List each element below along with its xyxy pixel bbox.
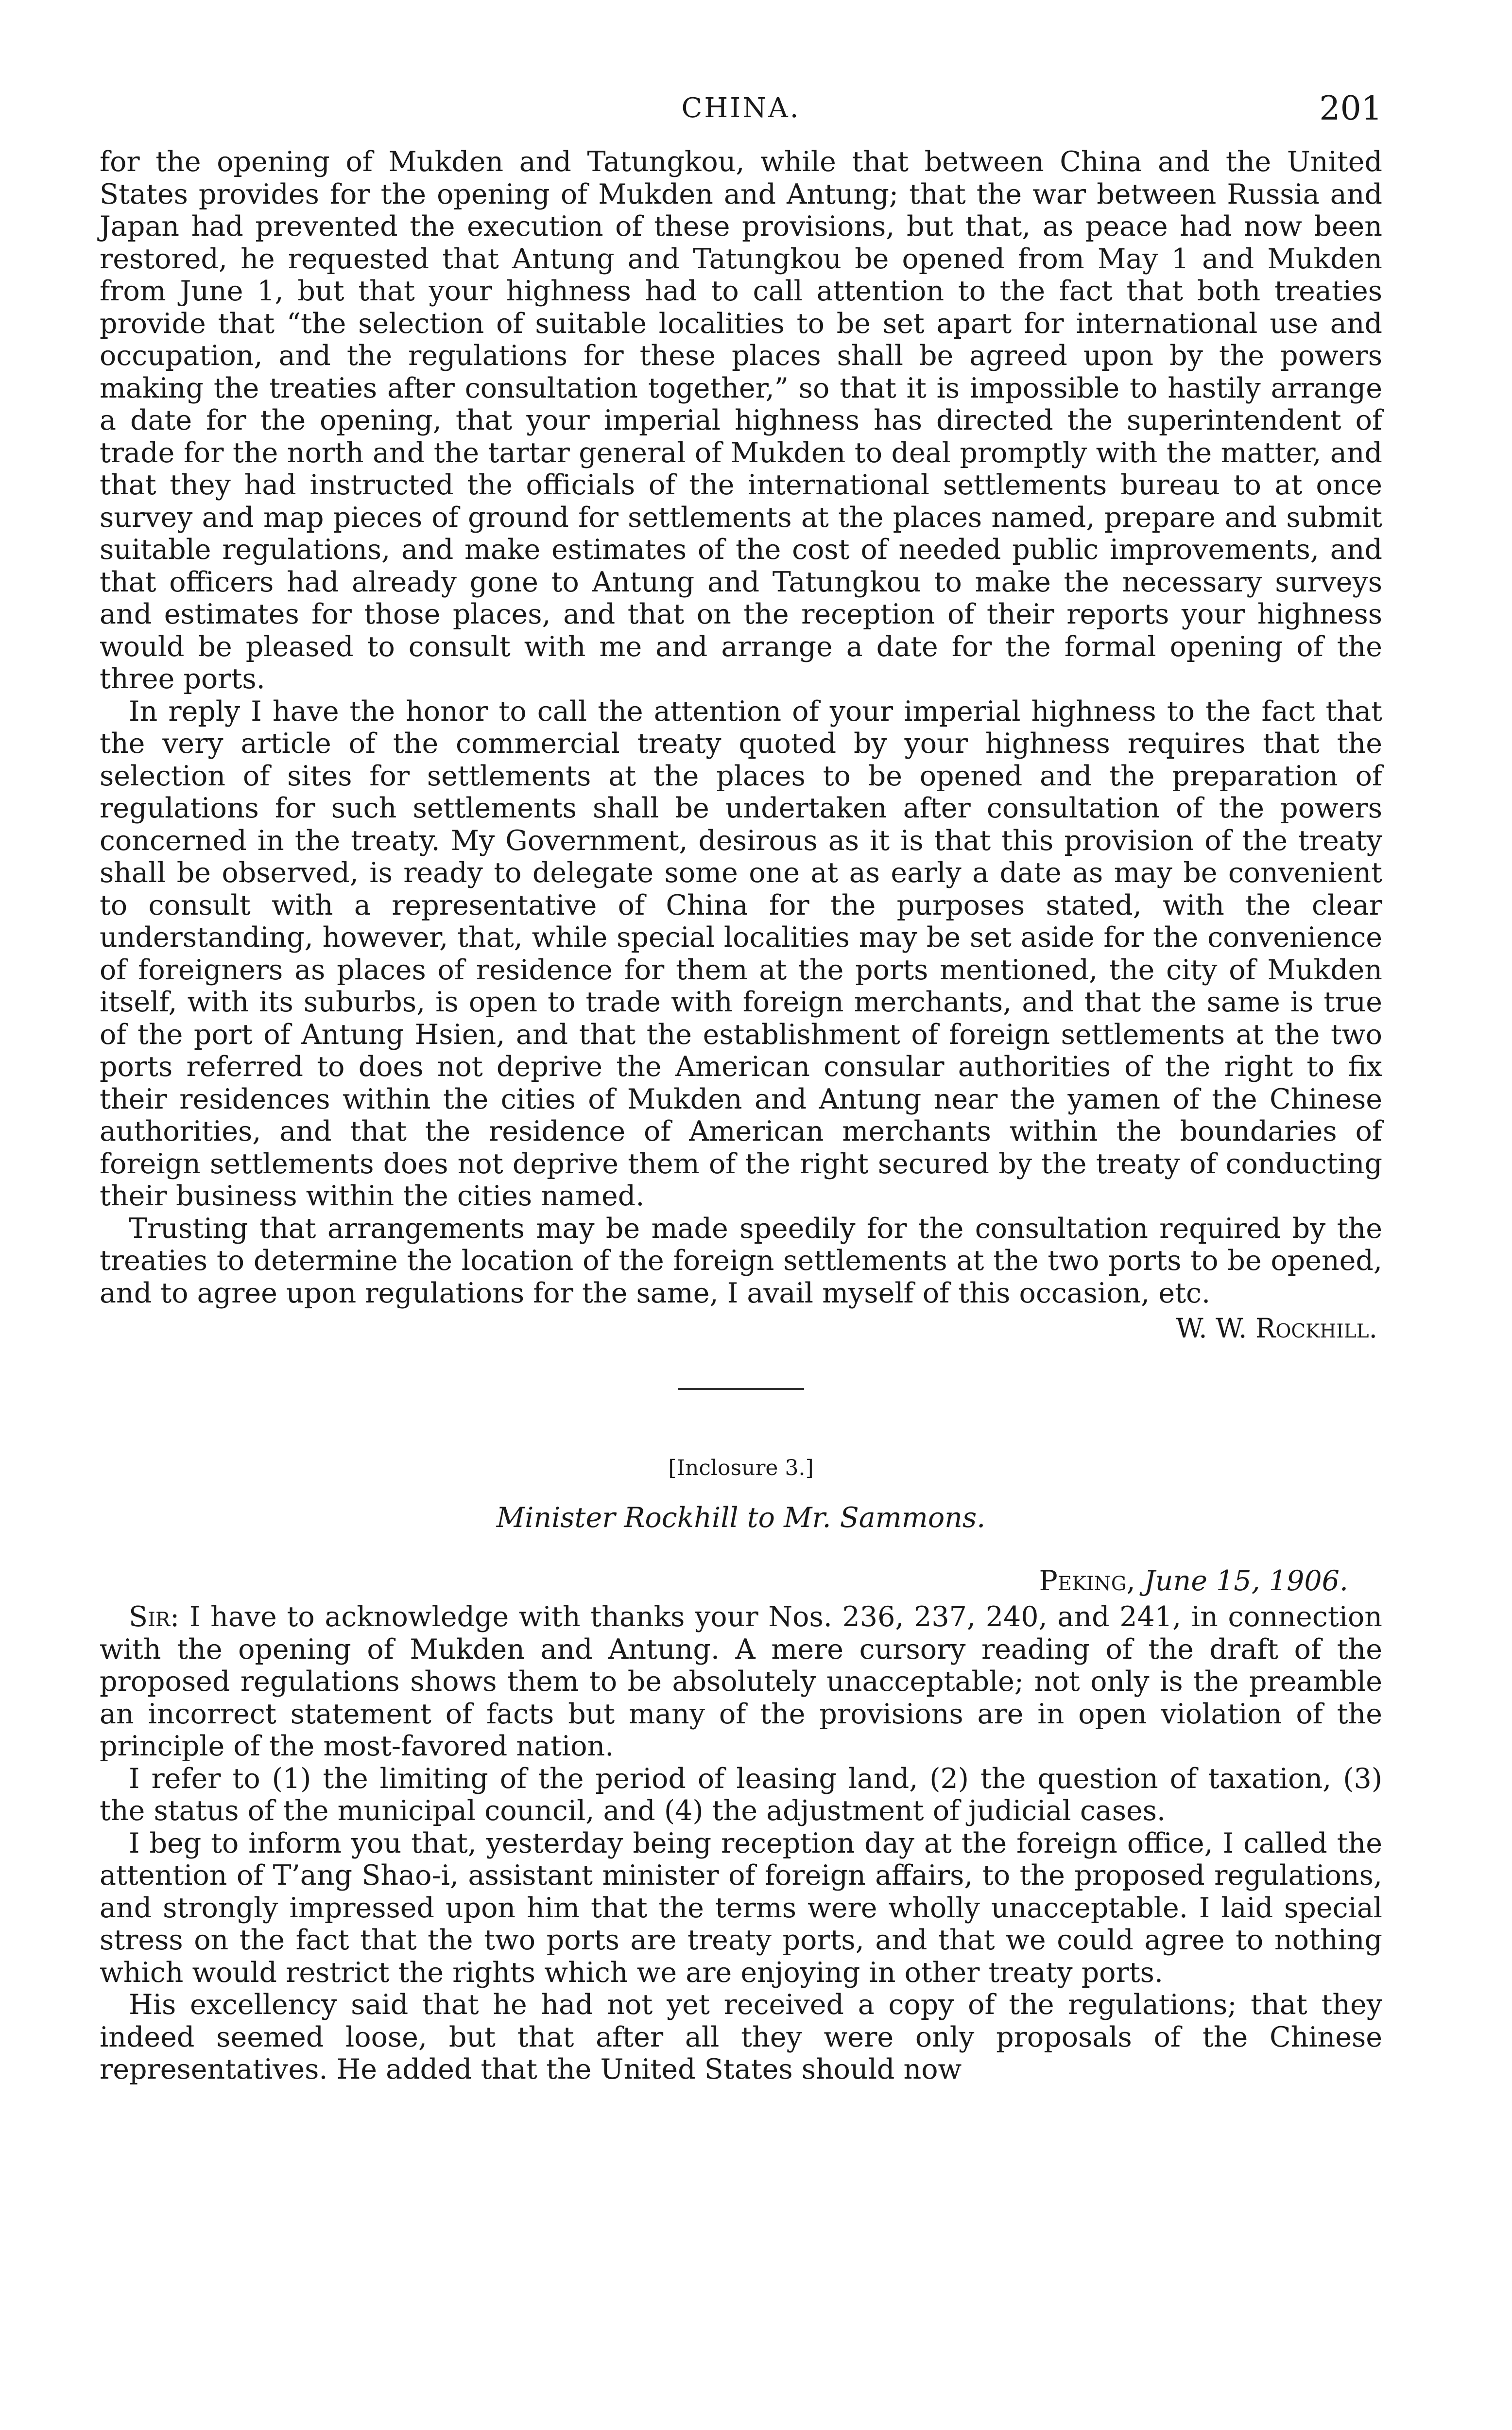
page-number: 201	[1319, 89, 1382, 128]
main-text	[100, 146, 1382, 1309]
dateline-date: June 15, 1906.	[1144, 1565, 1348, 1597]
running-head: CHINA.	[681, 92, 801, 124]
paragraph	[100, 1601, 1382, 1763]
paragraph: I beg to inform you that, yesterday being reception day at the foreign office, I called the attention of T’ang Shao-i, assistant minister of foreign affairs, to the proposed regulations, and strongly impressed upon him that the terms were wholly unacceptable. I laid special stress on the fact that the two ports are treaty ports, and that we could agree to nothing which would restrict the rights which we are enjoying in other treaty ports.	[100, 1827, 1382, 1989]
signature: W. W. Rockhill.	[1176, 1313, 1377, 1344]
letter-text	[100, 1601, 1382, 2086]
paragraph-text: I have to acknowledge with thanks your Nos. 236, 237, 240, and 241, in connection with the opening of Mukden and Antung. A mere cursory reading of the draft of the proposed regulations shows them to be absolutely unacceptable; not only is the preamble an incorrect statement of facts but many of the provisions are in open violation of the principle of the most-favored nation.	[100, 1601, 1382, 1762]
salutation: Sir:	[129, 1601, 180, 1633]
section-divider	[678, 1388, 804, 1390]
paragraph: I refer to (1) the limiting of the period of leasing land, (2) the question of taxation, (3) the status of the municipal council, and (4) the adjustment of judicial cases.	[100, 1762, 1382, 1827]
paragraph: His excellency said that he had not yet received a copy of the regulations; that they indeed seemed loose, but that after all they were only proposals of the Chinese representatives. He added that the United States should now	[100, 1989, 1382, 2085]
inclosure-label: [Inclosure 3.]	[668, 1456, 814, 1480]
paragraph: for the opening of Mukden and Tatungkou, while that between China and the United States provides for the opening of Mukden and Antung; that the war between Russia and Japan had prevented the execution of these provisions, but that, as peace had now been restored, he requested that Antung and Tatungkou be opened from May 1 and Mukden from June 1, but that your highness had to call attention to the fact that both treaties provide that “the selection of suitable localities to be set apart for international use and occupation, and the regulations for these places shall be agreed upon by the powers making the treaties after consultation together,” so that it is impossible to hastily arrange a date for the opening, that your imperial highness has directed the superintendent of trade for the north and the tartar general of Mukden to deal promptly with the matter, and that they had instructed the officials of the international settlements bureau to at once survey and map pieces of ground for settlements at the places named, prepare and submit suitable regulations, and make estimates of the cost of needed public improvements, and that officers had already gone to Antung and Tatungkou to make the necessary surveys and estimates for those places, and that on the reception of their reports your highness would be pleased to consult with me and arrange a date for the formal opening of the three ports.	[100, 146, 1382, 695]
dateline	[100, 1565, 1382, 1597]
paragraph: In reply I have the honor to call the attention of your imperial highness to the fact that the very article of the commercial treaty quoted by your highness requires that the selection of sites for settlements at the places to be opened and the preparation of regulations for such settlements shall be undertaken after consultation of the powers concerned in the treaty. My Government, desirous as it is that this provision of the treaty shall be observed, is ready to delegate some one at as early a date as may be convenient to consult with a representative of China for the purposes stated, with the clear understanding, however, that, while special localities may be set aside for the convenience of foreigners as places of residence for them at the ports mentioned, the city of Mukden itself, with its suburbs, is open to trade with foreign merchants, and that the same is true of the port of Antung Hsien, and that the establishment of foreign settlements at the two ports referred to does not deprive the American consular authorities of the right to fix their residences within the cities of Mukden and Antung near the yamen of the Chinese authorities, and that the residence of American merchants within the boundaries of foreign settlements does not deprive them of the right secured by the treaty of conducting their business within the cities named.	[100, 695, 1382, 1212]
document-page	[100, 89, 1382, 2086]
dateline-place: Peking,	[1039, 1565, 1135, 1597]
page-header	[100, 89, 1382, 146]
letter-title: Minister Rockhill to Mr. Sammons.	[496, 1502, 986, 1534]
paragraph: Trusting that arrangements may be made speedily for the consultation required by the treaties to determine the location of the foreign settlements at the two ports to be opened, and to agree upon regulations for the same, I avail myself of this occasion, etc.	[100, 1212, 1382, 1309]
